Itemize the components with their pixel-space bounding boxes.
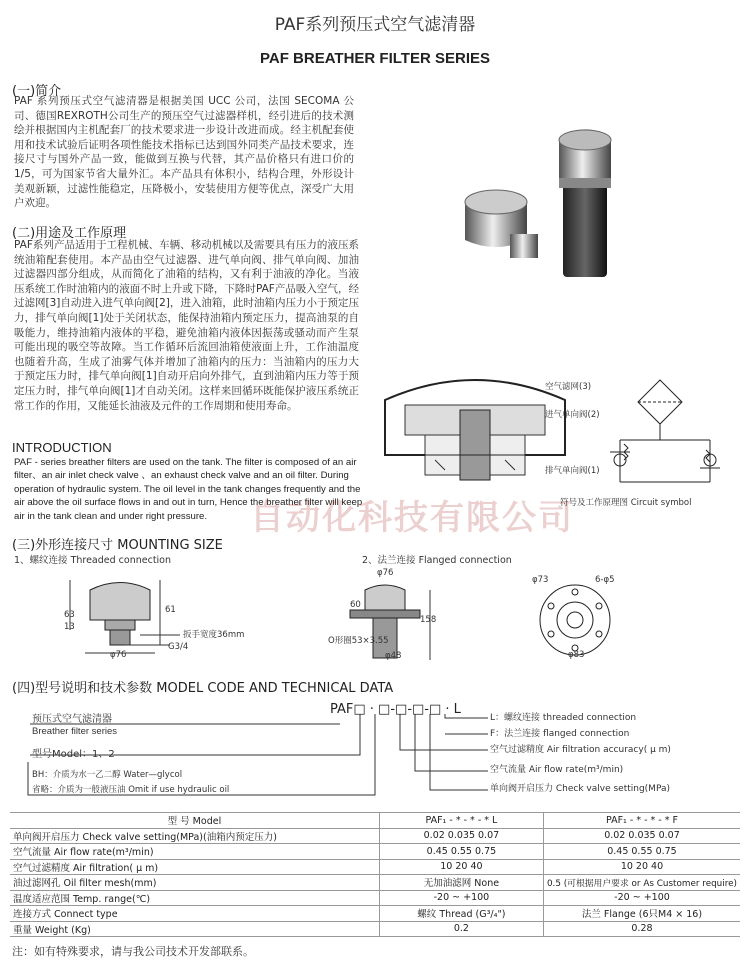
table-row: [10, 906, 740, 922]
usage-heading: (二)用途及工作原理: [12, 226, 127, 241]
table-cell: 单向阀开启压力 Check valve setting(MPa)(油箱内预定压力): [10, 828, 379, 844]
table-cell: 0.45 0.55 0.75: [379, 844, 543, 860]
table-cell: 法兰 Flange (6只M4 × 16): [543, 906, 740, 922]
circuit-symbol: [600, 372, 730, 492]
table-row: [10, 844, 740, 860]
table-row: [10, 890, 740, 906]
table-cell: 螺纹 Thread (G³/₄"): [379, 906, 543, 922]
product-photo: [455, 122, 615, 292]
threaded-dim-63: 63: [64, 610, 75, 620]
title-en: PAF BREATHER FILTER SERIES: [259, 50, 490, 67]
table-cell: 无加油滤网 None: [379, 875, 543, 891]
label-air-filter: 空气滤网(3): [545, 382, 592, 392]
flanged-heading: 2、法兰连接 Flanged connection: [362, 555, 512, 566]
table-cell: 0.2: [379, 921, 543, 937]
threaded-dim-13: 13: [64, 622, 75, 632]
flanged-dim-60: 60: [350, 600, 361, 610]
model-bh: BH：介质为水一乙二醇 Water—glycol: [32, 770, 183, 780]
table-row: [10, 859, 740, 875]
table-cell: 连接方式 Connect type: [10, 906, 379, 922]
threaded-dim-61: 61: [165, 605, 176, 615]
usage-text: PAF系列产品适用于工程机械、车辆、移动机械以及需要具有压力的液压系统油箱配套使用。本产品由空气过滤器、进气单向阀、排气单向阀、加油过滤器四部分组成，从而简化了油箱的结构，又有利于油液的净化。当液压系统工作时油箱内的液面不时上升或下降，下降时PAF产品吸入空气，经过滤网[3]自动进入进气单向阀[2]，进入油箱，此时油箱内压力小于预定压力，排气单向阀[1]处于关闭状态，能保持油箱内预定压力，提高油泵的自吸能力，维持油箱内液体的平稳，避免油箱内液体因振荡或骚动而产生泵可能出现的吸空等故障。当工作循环后流回油箱使液面上升，工作油温度也随着升高，生成了油雾气体并增加了油箱内的压力：当油箱内的压力大于预定压力时，排气单向阀[1]自动开启向外排气，直到油箱内压力等于预定压力时，排气单向阀[1]才自动关闭。这样来回循环既能保护液压系统正常工作的作用，又能延长油液及元件的工作周期和使用寿命。: [14, 239, 359, 412]
flanged-o-ring: O形圈53×3.55: [328, 636, 389, 646]
table-header-cell: PAF₁ - * - * - * F: [543, 813, 740, 829]
table-cell: 空气过滤精度 Air filtration( μ m): [10, 859, 379, 875]
table-cell: -20 ~ +100: [379, 890, 543, 906]
threaded-heading: 1、螺纹连接 Threaded connection: [14, 555, 172, 566]
model-flow: 空气流量 Air flow rate(m³/min): [490, 765, 624, 775]
model-name-cn: 预压式空气滤清器: [32, 714, 112, 725]
label-inlet-valve: 进气单向阀(2): [545, 410, 600, 420]
threaded-g34: G3/4: [168, 642, 189, 652]
table-cell: 0.02 0.035 0.07: [379, 828, 543, 844]
model-acc: 空气过滤精度 Air filtration accuracy( μ m): [490, 745, 671, 755]
table-cell: 10 20 40: [543, 859, 740, 875]
flange-dim-83: φ83: [568, 650, 585, 660]
intro-text: PAF 系列预压式空气滤清器是根据美国 UCC 公司，法国 SECOMA 公司、德国REXROTH公司生产的预压空气过滤器样机，经引进后的技术测绘并根据国内主机配套厂的技术要求进一步设计改进而成。经主机配套使用和技术试验后证明各项性能技术指标已达到国外同类产品技术要求，连接尺寸与国外产品一致，能做到互换与代替，其产品价格只有进口价的1/5，可为国家节省大量外汇。本产品具有体积小，结构合理，外形设计美观新颖，过滤性能稳定，压降极小，安装使用方便等优点，深受广大用户欢迎。: [14, 95, 354, 210]
model-valve: 单向阀开启压力 Check valve setting(MPa): [490, 784, 671, 794]
flange-holes: 6-φ5: [595, 575, 615, 585]
model-name-en: Breather filter series: [32, 726, 118, 737]
table-row: [10, 921, 740, 937]
table-cell: 空气流量 Air flow rate(m³/min): [10, 844, 379, 860]
model-heading: (四)型号说明和技术参数 MODEL CODE AND TECHNICAL DATA: [12, 681, 394, 696]
flange-front-drawing: [535, 580, 615, 660]
model-omit: 省略：介质为一般液压油 Omit if use hydraulic oil: [32, 785, 230, 795]
model-L: L：螺纹连接 threaded connection: [490, 713, 637, 723]
introduction-text: PAF - series breather filters are used on the tank. The filter is composed of an air filter、an air inlet check valve 、an exhaust check valve and an oil filter. During operation of hydraulic system. The oil level in the tank changes frequently and the air above the oil surface flows in and out in turn, Hence the breather filter will keep air in the tank clean and under right pressure.: [14, 457, 363, 522]
flange-dim-73: φ73: [532, 575, 549, 585]
table-header-cell: PAF₁ - * - * - * L: [379, 813, 543, 829]
dims-heading: (三)外形连接尺寸 MOUNTING SIZE: [12, 538, 223, 553]
footnote: 注：如有特殊要求，请与我公司技术开发部联系。: [12, 945, 254, 958]
flanged-dim-48: φ48: [385, 651, 402, 661]
introduction-heading: INTRODUCTION: [12, 440, 112, 455]
watermark: 自动化科技有限公司: [250, 498, 574, 538]
threaded-dim-76: φ76: [110, 650, 127, 660]
table-cell: 10 20 40: [379, 859, 543, 875]
flanged-dim-76: φ76: [377, 568, 394, 578]
table-cell: 油过滤网孔 Oil filter mesh(mm): [10, 875, 379, 891]
title-cn: PAF系列预压式空气滤清器: [274, 15, 476, 35]
technical-data-table: [10, 812, 740, 937]
intro-heading: (一)简介: [12, 84, 62, 99]
threaded-wrench: 扳手宽度36mm: [183, 630, 245, 640]
table-row: [10, 828, 740, 844]
table-cell: 温度适应范围 Temp. range(℃): [10, 890, 379, 906]
model-code: PAF□ · □-□-□-□ · L: [330, 702, 461, 717]
flanged-dim-158: 158: [420, 615, 437, 625]
model-number: 型号Model：1、2: [32, 749, 115, 760]
threaded-drawing: [60, 575, 260, 675]
model-code-connectors: [0, 700, 750, 800]
table-row: [10, 875, 740, 891]
table-header-row: [10, 813, 740, 829]
table-cell: 重量 Weight (Kg): [10, 921, 379, 937]
circuit-caption: 符号及工作原理图 Circuit symbol: [560, 498, 692, 508]
label-exhaust-valve: 排气单向阀(1): [545, 466, 600, 476]
table-cell: 0.45 0.55 0.75: [543, 844, 740, 860]
model-F: F：法兰连接 flanged connection: [490, 729, 630, 739]
table-header-cell: 型 号 Model: [10, 813, 379, 829]
table-cell: -20 ~ +100: [543, 890, 740, 906]
table-cell: 0.5 (可根据用户要求 or As Customer require): [543, 875, 740, 891]
table-cell: 0.28: [543, 921, 740, 937]
table-cell: 0.02 0.035 0.07: [543, 828, 740, 844]
